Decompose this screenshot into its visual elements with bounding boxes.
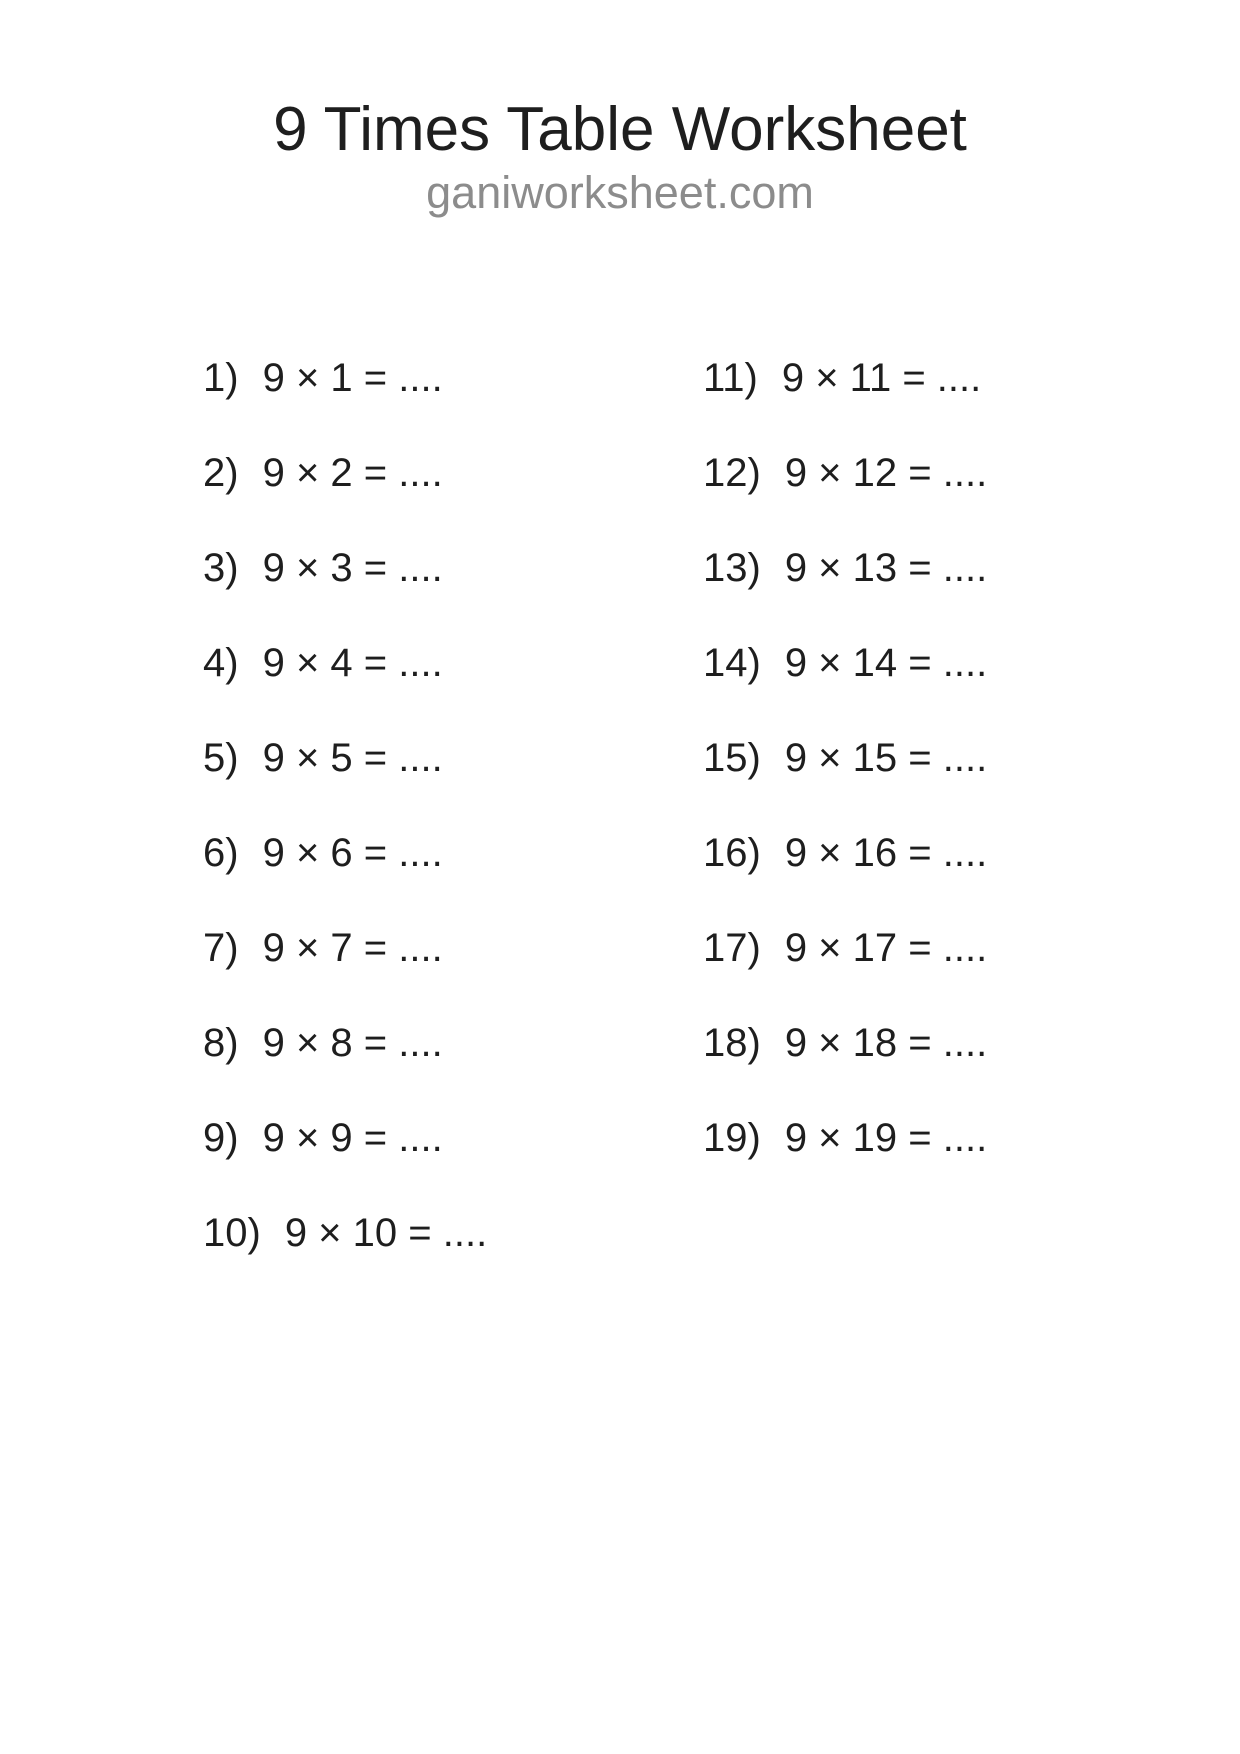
problem-row: [703, 995, 987, 1090]
problem-number: 3): [203, 545, 239, 590]
problem-equation: 9 × 9 = ....: [262, 1115, 443, 1160]
problem-equation: 9 × 3 = ....: [262, 545, 443, 590]
problem-row: [703, 425, 987, 520]
problem-row: [703, 1090, 987, 1185]
problem-row: [203, 710, 487, 805]
problem-number: 14): [703, 640, 761, 685]
problem-equation: 9 × 2 = ....: [262, 450, 443, 495]
problem-equation: 9 × 14 = ....: [784, 640, 988, 685]
problem-number: 18): [703, 1020, 761, 1065]
problem-number: 12): [703, 450, 761, 495]
problem-equation: 9 × 17 = ....: [784, 925, 988, 970]
problem-equation: 9 × 11 = ....: [781, 355, 982, 400]
problem-number: 17): [703, 925, 761, 970]
problem-equation: 9 × 15 = ....: [784, 735, 988, 780]
problem-row: [203, 900, 487, 995]
problem-row: [203, 805, 487, 900]
problem-number: 5): [203, 735, 239, 780]
problem-equation: 9 × 18 = ....: [784, 1020, 988, 1065]
problem-equation: 9 × 1 = ....: [262, 355, 443, 400]
problem-equation: 9 × 5 = ....: [262, 735, 443, 780]
problem-equation: 9 × 16 = ....: [784, 830, 988, 875]
problem-number: 19): [703, 1115, 761, 1160]
problem-number: 16): [703, 830, 761, 875]
problem-number: 8): [203, 1020, 239, 1065]
problem-row: [703, 330, 987, 425]
problem-equation: 9 × 19 = ....: [784, 1115, 988, 1160]
problem-row: [703, 710, 987, 805]
problem-number: 6): [203, 830, 239, 875]
problem-number: 13): [703, 545, 761, 590]
problem-equation: 9 × 6 = ....: [262, 830, 443, 875]
problem-number: 15): [703, 735, 761, 780]
problem-row: [703, 805, 987, 900]
problem-equation: 9 × 12 = ....: [784, 450, 988, 495]
problems-column-right: [703, 330, 987, 1185]
problem-row: [703, 520, 987, 615]
problem-row: [203, 520, 487, 615]
problem-row: [203, 425, 487, 520]
problem-equation: 9 × 7 = ....: [262, 925, 443, 970]
problem-number: 1): [203, 355, 239, 400]
problem-row: [203, 1185, 487, 1280]
problem-number: 2): [203, 450, 239, 495]
problem-number: 9): [203, 1115, 239, 1160]
problem-equation: 9 × 8 = ....: [262, 1020, 443, 1065]
problem-row: [703, 900, 987, 995]
problem-number: 7): [203, 925, 239, 970]
page-title: 9 Times Table Worksheet: [273, 95, 967, 164]
problem-number: 11): [703, 355, 758, 400]
problem-equation: 9 × 13 = ....: [784, 545, 988, 590]
problem-equation: 9 × 10 = ....: [284, 1210, 488, 1255]
problem-row: [203, 995, 487, 1090]
problem-row: [203, 1090, 487, 1185]
problem-number: 10): [203, 1210, 261, 1255]
problem-row: [703, 615, 987, 710]
problem-row: [203, 330, 487, 425]
site-watermark: ganiworksheet.com: [426, 167, 814, 218]
problem-equation: 9 × 4 = ....: [262, 640, 443, 685]
problems-column-left: [203, 330, 487, 1280]
problem-number: 4): [203, 640, 239, 685]
problem-row: [203, 615, 487, 710]
